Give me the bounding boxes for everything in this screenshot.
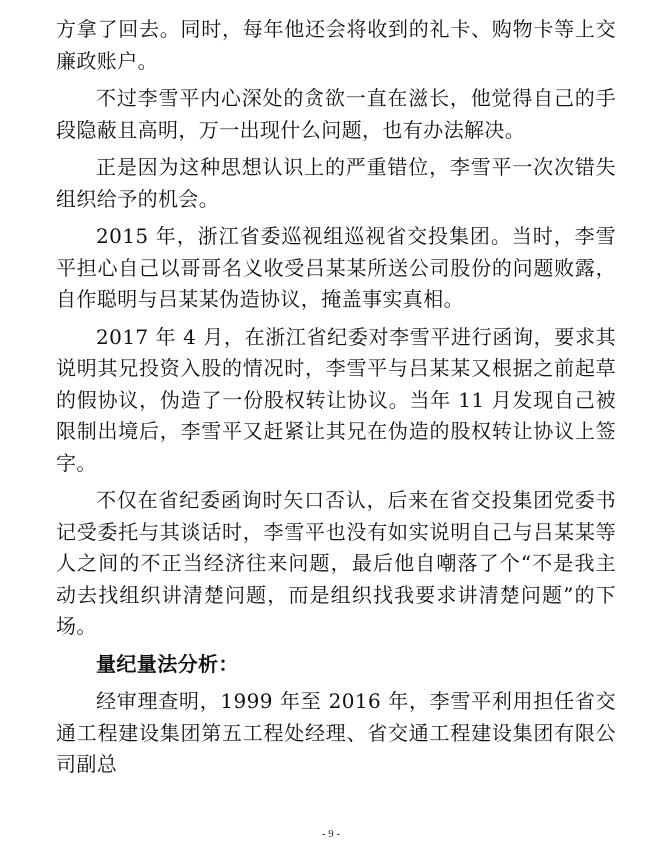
paragraph-1: 方拿了回去。同时，每年他还会将收到的礼卡、购物卡等上交廉政账户。 <box>56 17 616 73</box>
paragraph-4: 2015 年，浙江省委巡视组巡视省交投集团。当时，李雪平担心自己以哥哥名义收受吕某某所送公司股份的问题败露，自作聪明与吕某某伪造协议，掩盖事实真相。 <box>56 224 616 311</box>
paragraph-6: 不仅在省纪委函询时矢口否认，后来在省交投集团党委书记受委托与其谈话时，李雪平也没有如实说明自己与吕某某等人之间的不正当经济往来问题，最后他自嘲落了个“不是我主动去找组织讲清楚问题，而是组织找我要求讲清楚问题”的下场。 <box>56 488 616 638</box>
page-number: - 9 - <box>321 828 341 840</box>
section-heading: 量纪量法分析： <box>96 651 239 676</box>
paragraph-7: 经审理查明，1999 年至 2016 年，李雪平利用担任省交通工程建设集团第五工程处经理、省交通工程建设集团有限公司副总 <box>56 689 616 776</box>
document-body <box>56 14 616 787</box>
paragraph-3: 正是因为这种思想认识上的严重错位，李雪平一次次错失组织给予的机会。 <box>56 155 616 211</box>
paragraph-2: 不过李雪平内心深处的贪欲一直在滋长，他觉得自己的手段隐蔽且高明，万一出现什么问题，也有办法解决。 <box>56 86 616 142</box>
paragraph-5: 2017 年 4 月，在浙江省纪委对李雪平进行函询，要求其说明其兄投资入股的情况时，李雪平与吕某某又根据之前起草的假协议，伪造了一份股权转让协议。当年 11 月发现自己被限制出境后，李雪平又赶紧让其兄在伪造的股权转让协议上签字。 <box>56 324 616 475</box>
